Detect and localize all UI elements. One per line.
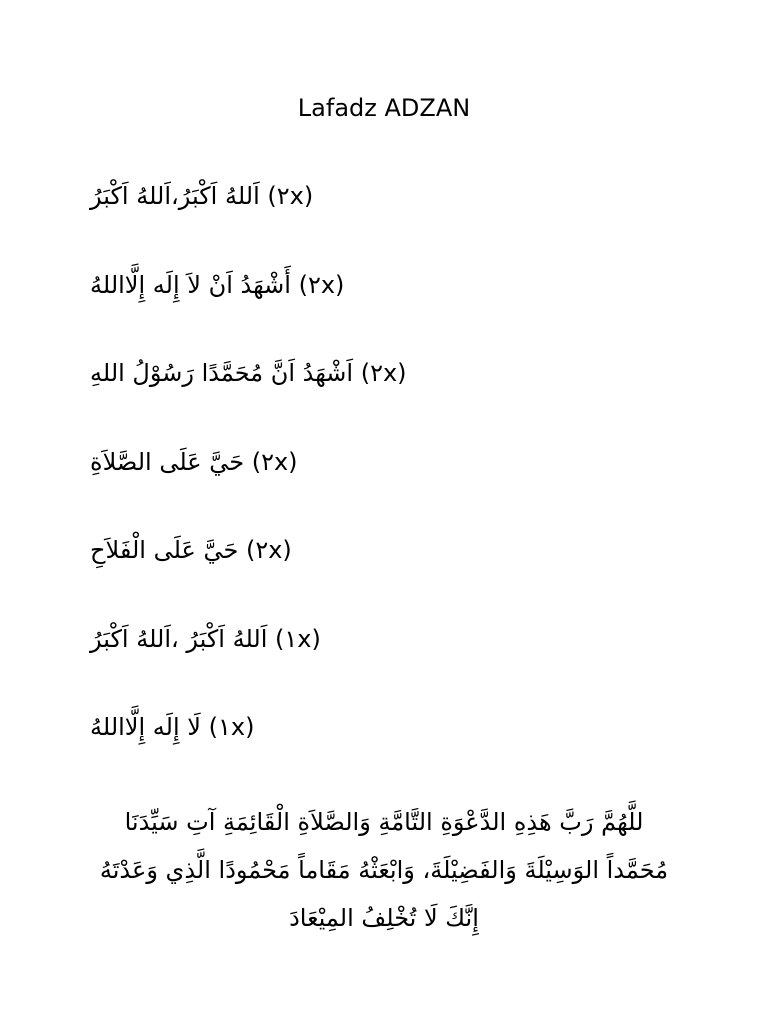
adzan-text: حَيَّ عَلَى الْفَلاَحِ [90,536,239,564]
repeat-count: (٢x) [251,447,298,476]
adzan-text: اَشْهَدُ اَنَّ مُحَمَّدًا رَسُوْلُ اللهِ [90,359,354,387]
document-title: Lafadz ADZAN [297,94,471,122]
adzan-lines [90,176,690,796]
adzan-text: اَللهُ اَكْبَرُ ،اَللهُ اَكْبَرُ [90,624,268,653]
adzan-line [90,530,690,570]
adzan-line [90,265,690,305]
adzan-line [90,353,690,393]
adzan-line [90,176,690,216]
repeat-count: (٢x) [245,536,292,564]
doa-paragraph [60,798,708,942]
adzan-text: أَشْهَدُ اَنْ لاَ إِلَه إِلَّااللهُ [90,270,291,299]
doa-line: للَّهُمَّ رَبَّ هَذِهِ الدَّعْوَةِ التَّامَّةِ وَالصَّلاَةِ الْقَائِمَةِ آتِ سَيِّدَنَا [124,808,644,836]
adzan-text: حَيَّ عَلَى الصَّلاَةِ [90,447,245,476]
adzan-text: لَا إِلَه إِلَّااللهُ [90,713,201,741]
doa-line: إِنَّكَ لَا تُخْلِفُ المِيْعَادَ [289,904,479,932]
repeat-count: (١x) [208,713,255,741]
repeat-count: (٢x) [360,359,407,387]
adzan-line [90,619,690,659]
doa-line: مُحَمَّداً الوَسِيْلَةَ وَالفَضِيْلَةَ، وَابْعَثْهُ مَقَاماً مَحْمُودًا الَّذِي وَعَدْتَهُ [99,856,669,884]
repeat-count: (٢x) [267,182,314,210]
repeat-count: (١x) [275,624,321,653]
adzan-text: اَللهُ اَكْبَرُ،اَللهُ اَكْبَرُ [90,182,260,210]
adzan-line [90,442,690,482]
adzan-line [90,707,690,747]
repeat-count: (٢x) [298,270,345,299]
